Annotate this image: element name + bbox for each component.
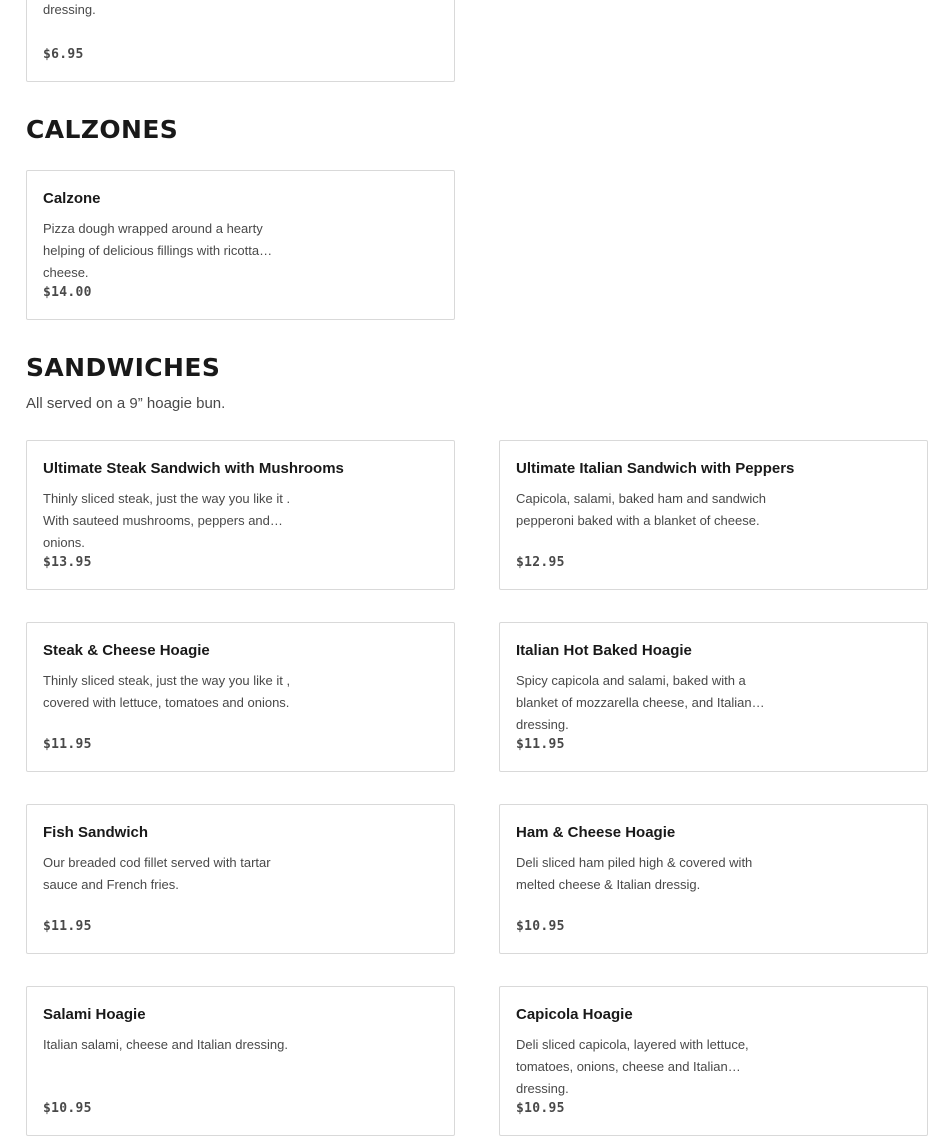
menu-item-description: Deli sliced ham piled high & covered with melted cheese & Italian dressig. (516, 855, 753, 892)
menu-item-name: Ham & Cheese Hoagie (516, 824, 676, 841)
menu-item-name: Italian Hot Baked Hoagie (516, 642, 692, 659)
menu-item-name: Fish Sandwich (43, 824, 149, 841)
menu-item-card[interactable] (26, 804, 455, 954)
menu-item-name: Salami Hoagie (43, 1006, 146, 1023)
menu-item-description: Pizza dough wrapped around a hearty helping of delicious fillings with ricotta cheese. (43, 221, 263, 280)
menu-item-card[interactable] (26, 986, 455, 1136)
menu-item-card[interactable] (26, 440, 455, 590)
menu-item-price: $12.95 (516, 555, 565, 570)
section-title-calzones: CALZONES (26, 115, 179, 144)
section-title-sandwiches: SANDWICHES (26, 353, 221, 382)
menu-item-name: Calzone (43, 190, 101, 207)
menu-item-card[interactable] (26, 170, 455, 320)
menu-item-description: Thinly sliced steak, just the way you like it , covered with lettuce, tomatoes and onions. (43, 673, 291, 710)
menu-item-description: Italian salami, cheese and Italian dressing. (43, 1037, 288, 1052)
menu-item-price: $13.95 (43, 555, 92, 570)
menu-item-description: Thinly sliced steak, just the way you like it . With sauteed mushrooms, peppers and onions. (43, 491, 291, 550)
menu-item-name: Ultimate Steak Sandwich with Mushrooms (43, 460, 344, 477)
menu-item-card[interactable] (499, 622, 928, 772)
menu-item-price: $11.95 (516, 737, 565, 752)
menu-item-card[interactable] (499, 440, 928, 590)
menu-item-price: $11.95 (43, 737, 92, 752)
menu-item-price: $6.95 (43, 47, 84, 62)
menu-item-card[interactable] (499, 986, 928, 1136)
section-subtitle: All served on a 9” hoagie bun. (26, 395, 226, 412)
menu-item-price: $10.95 (43, 1101, 92, 1116)
menu-item-description: Capicola, salami, baked ham and sandwich pepperoni baked with a blanket of cheese. (516, 491, 767, 528)
menu-item-price: $10.95 (516, 1101, 565, 1116)
menu-item-price: $14.00 (43, 285, 92, 300)
menu-item-price: $11.95 (43, 919, 92, 934)
menu-item-card[interactable] (26, 622, 455, 772)
menu-item-card[interactable] (499, 804, 928, 954)
menu-item-name: Ultimate Italian Sandwich with Peppers (516, 460, 795, 477)
menu-item-description: Spicy capicola and salami, baked with a blanket of mozzarella cheese, and Italian dressing. (516, 673, 752, 732)
menu-item-name: Capicola Hoagie (516, 1006, 633, 1023)
menu-item-name: Steak & Cheese Hoagie (43, 642, 210, 659)
menu-item-description: Deli sliced capicola, layered with lettuce, tomatoes, onions, cheese and Italian dressing. (516, 1037, 749, 1096)
menu-item-price: $10.95 (516, 919, 565, 934)
menu-item-card[interactable] (26, 0, 455, 82)
menu-item-description: dressing. (43, 2, 96, 17)
menu-item-description: Our breaded cod fillet served with tartar sauce and French fries. (43, 855, 271, 892)
